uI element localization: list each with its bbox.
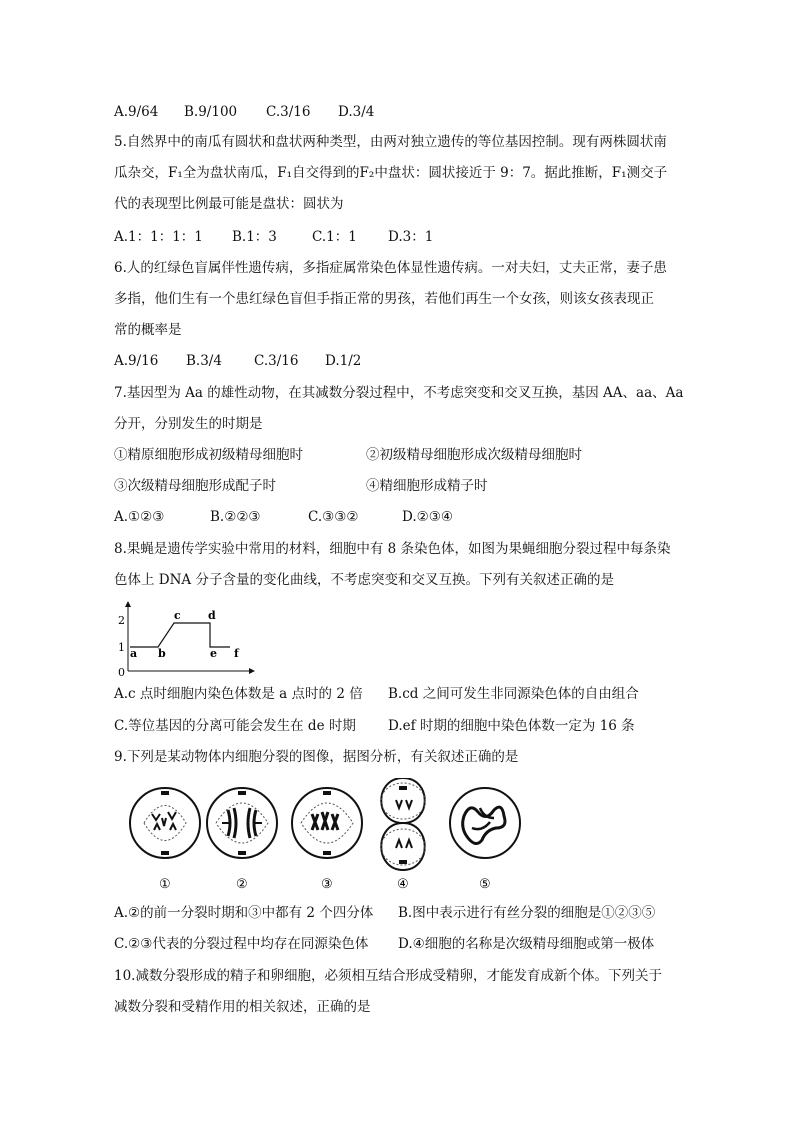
q5-stem-line1: 5.自然界中的南瓜有圆状和盘状两种类型，由两对独立遗传的等位基因控制。现有两株圆状南 (114, 134, 667, 150)
cell-label-1: ① (159, 877, 171, 892)
cell-label-5: ⑤ (479, 877, 491, 892)
q4-options (114, 102, 374, 122)
q7-option-b: B.②②③ (210, 509, 261, 525)
dna-content-graph (112, 598, 257, 680)
cell-5 (450, 788, 520, 858)
cell-2 (207, 788, 277, 858)
q7-option-a: A.①②③ (114, 509, 165, 525)
y-tick-0: 0 (118, 666, 125, 679)
q5-option-c: C.1：1 (312, 229, 357, 245)
q6-stem-line3: 常的概率是 (114, 322, 182, 338)
point-label-f: f (234, 647, 239, 660)
q8-option-a: A.c 点时细胞内染色体数是 a 点时的 2 倍 (114, 686, 363, 702)
q8-option-d: D.ef 时期的细胞中染色体数一定为 16 条 (388, 718, 635, 734)
q9-option-c: C.②③代表的分裂过程中均存在同源染色体 (114, 936, 369, 952)
q9-option-d: D.④细胞的名称是次级精母细胞或第一极体 (398, 936, 655, 952)
q7-item-3: ③次级精母细胞形成配子时 (114, 478, 276, 494)
y-tick-1: 1 (118, 641, 125, 654)
q6-option-a: A.9/16 (114, 353, 159, 369)
point-label-c: c (174, 609, 181, 622)
dna-curve-line (130, 623, 230, 647)
q10-stem-line1: 10.减数分裂形成的精子和卵细胞，必须相互结合形成受精卵，才能发育成新个体。下列关于 (114, 968, 662, 984)
q7-item-2: ②初级精母细胞形成次级精母细胞时 (366, 447, 582, 463)
q5-stem-line3: 代的表现型比例最可能是盘状：圆状为 (114, 196, 344, 212)
q7-stem-line2: 分开，分别发生的时期是 (114, 416, 263, 432)
q7-stem-line1: 7.基因型为 Aa 的雄性动物，在其减数分裂过程中，不考虑突变和交叉互换，基因 AA、aa、Aa (114, 385, 684, 401)
q7-options (114, 507, 453, 527)
q7-option-c: C.③③② (308, 509, 359, 525)
q5-option-d: D.3：1 (388, 229, 434, 245)
cell-label-2: ② (236, 877, 248, 892)
cell-label-4: ④ (397, 877, 409, 892)
y-tick-2: 2 (118, 614, 125, 627)
point-labels (130, 609, 240, 660)
cell-label-3: ③ (321, 877, 333, 892)
q9-stem-line1: 9.下列是某动物体内细胞分裂的图像，据图分析，有关叙述正确的是 (114, 749, 519, 765)
q4-option-b: B.9/100 (184, 104, 238, 120)
q7-item-4: ④精细胞形成精子时 (366, 478, 488, 494)
q5-option-a: A.1：1：1：1 (114, 229, 203, 245)
q7-option-d: D.②③④ (402, 509, 453, 525)
point-label-a: a (130, 647, 138, 660)
q4-option-c: C.3/16 (266, 104, 311, 120)
q9-option-b: B.图中表示进行有丝分裂的细胞是①②③⑤ (398, 905, 656, 921)
q5-option-b: B.1：3 (232, 229, 277, 245)
q8-stem-line1: 8.果蝇是遗传学实验中常用的材料，细胞中有 8 条染色体，如图为果蝇细胞分裂过程中每条染 (114, 541, 671, 557)
q9-option-a: A.②的前一分裂时期和③中都有 2 个四分体 (114, 905, 374, 921)
cell-4 (381, 778, 425, 870)
q4-option-d: D.3/4 (338, 104, 375, 120)
q6-options (114, 351, 361, 371)
cell-division-figure (124, 778, 524, 896)
point-label-b: b (158, 647, 166, 660)
q6-option-c: C.3/16 (254, 353, 299, 369)
q5-options (114, 227, 433, 247)
q8-stem-line2: 色体上 DNA 分子含量的变化曲线，不考虑突变和交叉互换。下列有关叙述正确的是 (114, 572, 614, 588)
q6-option-b: B.3/4 (186, 353, 222, 369)
q7-item-1: ①精原细胞形成初级精母细胞时 (114, 447, 303, 463)
q5-stem-line2: 瓜杂交，F₁全为盘状南瓜，F₁自交得到的F₂中盘状：圆状接近于 9：7。据此推断，F₁测交子 (114, 165, 668, 181)
q8-option-b: B.cd 之间可发生非同源染色体的自由组合 (388, 686, 639, 702)
point-label-d: d (208, 609, 216, 622)
point-label-e: e (210, 647, 217, 660)
q10-stem-line2: 减数分裂和受精作用的相关叙述，正确的是 (114, 999, 371, 1015)
q6-stem-line1: 6.人的红绿色盲属伴性遗传病，多指症属常染色体显性遗传病。一对夫妇，丈夫正常，妻子患 (114, 260, 667, 276)
q6-stem-line2: 多指，他们生有一个患红绿色盲但手指正常的男孩，若他们再生一个女孩，则该女孩表现正 (114, 291, 654, 307)
cell-3 (292, 788, 362, 858)
q8-option-c: C.等位基因的分离可能会发生在 de 时期 (114, 718, 356, 734)
q6-option-d: D.1/2 (325, 353, 362, 369)
cell-1 (130, 788, 200, 858)
q4-option-a: A.9/64 (114, 104, 159, 120)
